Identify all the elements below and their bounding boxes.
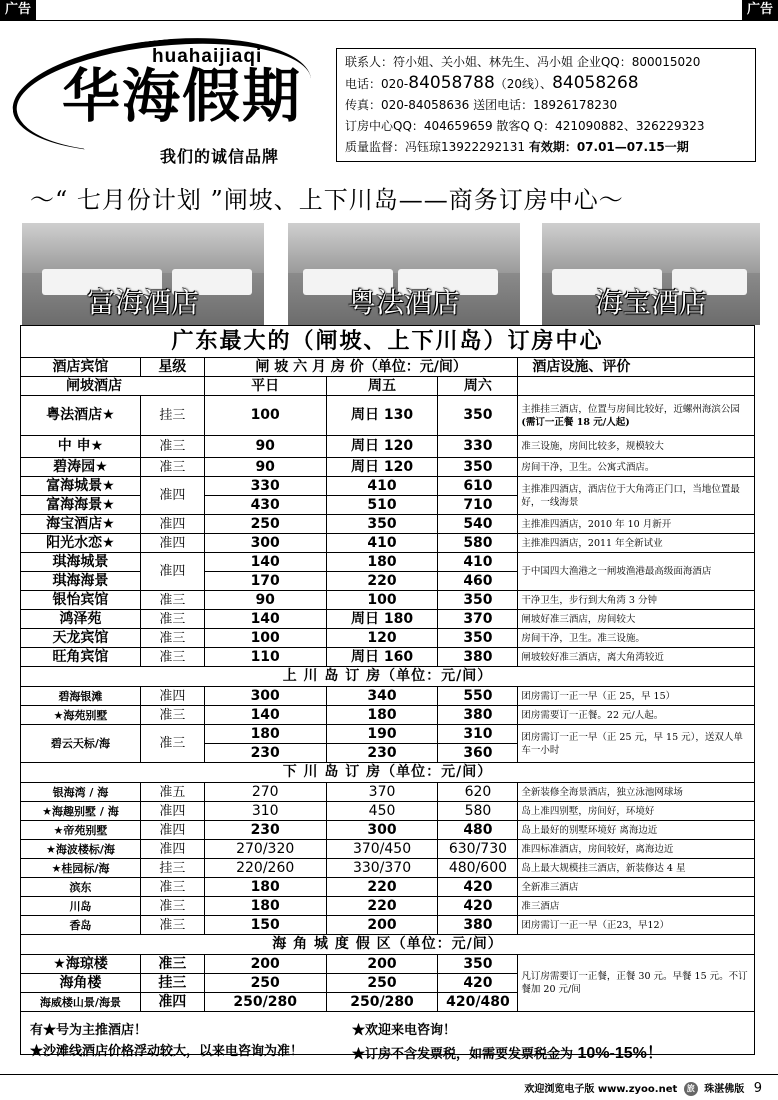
table-row: 滨东 准三 180 220 420 全新准三酒店 [21,878,755,897]
hailing-title: 海 角 城 度 假 区（单位：元/间） [21,935,755,955]
note-invoice: ★订房不含发票税，如需要发票税金为 10%-15%！ [352,1045,663,1062]
xiachuan-title: 下 川 岛 订 房（单位：元/间） [21,763,755,783]
table-row: 琪海海景 170 220 460 [21,572,755,591]
table-row: 富海海景★ 430 510 710 [21,496,755,515]
ad-tag-left: 广告 [0,0,36,20]
table-row: 碧涛园★ 准三 90 周日 120 350 房间干净，卫生。公寓式酒店。 [21,458,755,477]
col-prices: 闸 坡 六 月 房 价（单位：元/间） [204,358,518,377]
footer-badge-icon: 旅 [684,1082,698,1096]
top-rule [0,20,778,21]
logo-pinyin: huahaijiaqi [152,46,263,67]
footer-rule [0,1074,778,1075]
footer-url: 欢迎浏览电子版 www.zyoo.net [524,1084,678,1095]
table-row: 中 申★ 准三 90 周日 120 330 准三设施，房间比较多，规模较大 [21,436,755,458]
phone-1: 84058788 [408,73,495,93]
table-row: 海角楼 挂三 250 250 420 [21,974,755,993]
col-desc: 酒店设施、评价 [518,358,755,377]
col-saturday: 周六 [438,377,518,396]
table-row: 富海城景★ 准四 330 410 610 主推准四酒店，酒店位于大角湾正门口，当地位置最好，一线海景 [21,477,755,496]
table-row: 阳光水恋★ 准四 300 410 580 主推准四酒店，2011 年全新试业 [21,534,755,553]
table-row: ★帝苑别墅 准四 230 300 480 岛上最好的别墅环境好 离海边近 [21,821,755,840]
photo-yuefa [288,223,520,325]
table-row: 香岛 准三 150 200 380 团房需订一正一早（正23，早12） [21,916,755,935]
contact-quality: 质量监督：冯钰琼13922292131 有效期：07.01—07.15一期 [345,140,689,154]
table-row: 银海湾 / 海 准五 270 370 620 全新装修全海景酒店，独立泳池网球场 [21,783,755,802]
table-row: 海威楼山景/海景 准四 250/280 250/280 420/480 [21,993,755,1012]
contact-people: 联系人：符小姐、关小姐、林先生、冯小姐 企业QQ：800015020 [345,55,701,69]
table-row: 旺角宾馆 准三 110 周日 160 380 闸坡较好准三酒店，离大角湾较近 [21,648,755,667]
main-title: 广东最大的（闸坡、上下川岛）订房中心 [171,328,604,354]
table-row: ★海琼楼 准三 200 200 350 凡订房需要订一正餐，正餐 30 元。早餐 15 元。不订餐加 20 元/间 [21,955,755,974]
note-main-hotels: 有★号为主推酒店！ [30,1023,148,1038]
logo [12,32,330,170]
table-row: 银怡宾馆 准三 90 100 350 干净卫生，步行到大角湾 3 分钟 [21,591,755,610]
ad-tag-right: 广告 [742,0,778,20]
plan-title: ～“ 七月份计划 ”闸坡、上下川岛——商务订房中心～ [30,186,624,214]
subheader-row [21,377,755,396]
header-row [21,358,755,377]
table-row: 天龙宾馆 准三 100 120 350 房间干净，卫生。准三设施。 [21,629,755,648]
contact-phone: 电话：020-84058788（20线）、84058268 [345,73,639,93]
photo-fuhai [22,223,264,325]
note-welcome: ★欢迎来电咨询！ [352,1023,457,1038]
shangchuan-title: 上 川 岛 订 房（单位：元/间） [21,667,755,687]
logo-slogan: 我们的诚信品牌 [160,147,280,166]
footer-brand: 珠湛佛版 [704,1084,745,1095]
table-row: 230 230 360 [21,744,755,763]
table-row: 碧海银滩 准四 300 340 550 团房需订一正一早（正 25，早 15） [21,687,755,706]
contact-box [336,48,756,162]
contact-qq: 订房中心QQ：404659659 散客Q Q：421090882、326229323 [345,119,705,133]
footer [524,1080,762,1096]
section-row [21,935,755,955]
table-row: 海宝酒店★ 准四 250 350 540 主推准四酒店，2010 年 10 月新开 [21,515,755,534]
logo-name: 华海假期 [62,62,303,130]
table-row: ★海波楼标/海 准四 270/320 370/450 630/730 准四标准酒店，房间较好，离海边近 [21,840,755,859]
table-row: 琪海城景 准四 140 180 410 于中国四大渔港之一闸坡渔港最高级面海酒店 [21,553,755,572]
col-weekday: 平日 [204,377,326,396]
table-row: 粤法酒店★ 挂三 100 周日 130 350 主推挂三酒店，位置与房间比较好，近螺州海滨公园(需订一正餐 18 元/人起) [21,396,755,436]
section-row [21,667,755,687]
photo-haibao [542,223,760,325]
photo-caption: 富海酒店 [86,286,199,319]
col-star: 星级 [140,358,204,377]
table-row: 川岛 准三 180 220 420 准三酒店 [21,897,755,916]
col-friday: 周五 [326,377,438,396]
zhapo-label: 闸坡酒店 [21,377,205,396]
validity: 有效期：07.01—07.15一期 [528,140,689,154]
table-row: ★海苑别墅 准三 140 180 380 团房需要订一正餐。22 元/人起。 [21,706,755,725]
section-row [21,763,755,783]
contact-fax: 传真：020-84058636 送团电话：18926178230 [345,98,618,112]
table-row: 碧云天标/海 准三 180 190 310 团房需订一正一早（正 25 元，早 15 元），送双人单车一小时 [21,725,755,744]
price-table [20,357,755,1012]
photo-caption: 粤法酒店 [347,286,460,319]
phone-2: 84058268 [552,73,639,93]
photo-caption: 海宝酒店 [594,286,707,319]
page-number: 9 [753,1081,762,1096]
table-row: 鸿泽苑 准三 140 周日 180 370 闸坡好准三酒店，房间较大 [21,610,755,629]
table-row: ★海趣别墅 / 海 准四 310 450 580 岛上准四别墅，房间好，环境好 [21,802,755,821]
col-hotel: 酒店宾馆 [21,358,141,377]
table-row: ★桂园标/海 挂三 220/260 330/370 480/600 岛上最大规模挂三酒店，新装修达 4 星 [21,859,755,878]
note-beach-prices: ★沙滩线酒店价格浮动较大，以来电咨询为准！ [30,1044,304,1059]
